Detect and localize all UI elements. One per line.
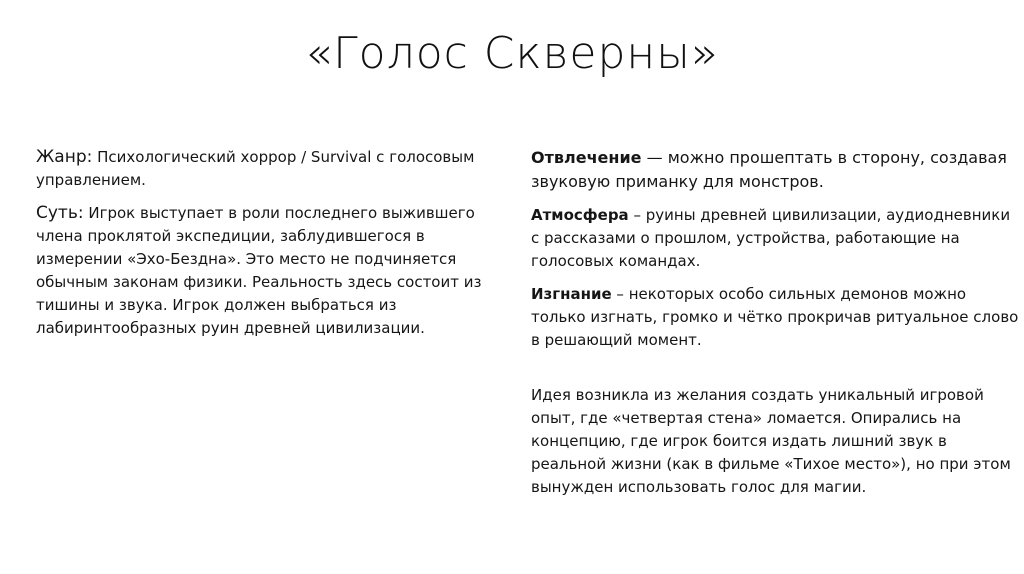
genre-text: Психологический хоррор / Survival с голосовым управлением. <box>36 148 475 189</box>
distraction-text-line1: — можно прошептать в сторону, создавая <box>646 148 1007 167</box>
right-column <box>531 146 1023 509</box>
exile-paragraph <box>531 283 1023 352</box>
left-column <box>36 146 506 350</box>
genre-paragraph <box>36 146 506 192</box>
essence-label: Суть: <box>36 203 84 223</box>
slide-title: «Голос Скверны» <box>305 28 719 79</box>
atmosphere-label: Атмосфера <box>531 206 629 224</box>
genre-label: Жанр: <box>36 147 93 167</box>
essence-paragraph <box>36 202 506 340</box>
distraction-paragraph <box>531 146 1023 194</box>
paragraph-spacer <box>531 362 1023 384</box>
distraction-text-line2: звуковую приманку для монстров. <box>531 172 824 191</box>
idea-paragraph: Идея возникла из желания создать уникальный игровой опыт, где «четвертая стена» ломается. Опирались на концепцию, где игрок боится издать лишний звук в реальной жизни (как в фильме «Тихое место»), но при этом вынужден использовать голос для магии. <box>531 386 1011 496</box>
distraction-label: Отвлечение <box>531 148 642 167</box>
essence-text: Игрок выступает в роли последнего выжившего члена проклятой экспедиции, заблудившегося в измерении «Эхо-Бездна». Это место не подчиняется обычным законам физики. Реальность здесь состоит из тишины и звука. Игрок должен выбраться из лабиринтообразных руин древней цивилизации. <box>36 204 482 337</box>
exile-label: Изгнание <box>531 285 612 303</box>
exile-text: – некоторых особо сильных демонов можно только изгнать, громко и чётко прокричав ритуальное слово в решающий момент. <box>531 285 1019 349</box>
atmosphere-text: – руины древней цивилизации, аудиодневники с рассказами о прошлом, устройства, работающие на голосовых командах. <box>531 206 1011 270</box>
atmosphere-paragraph <box>531 204 1023 273</box>
